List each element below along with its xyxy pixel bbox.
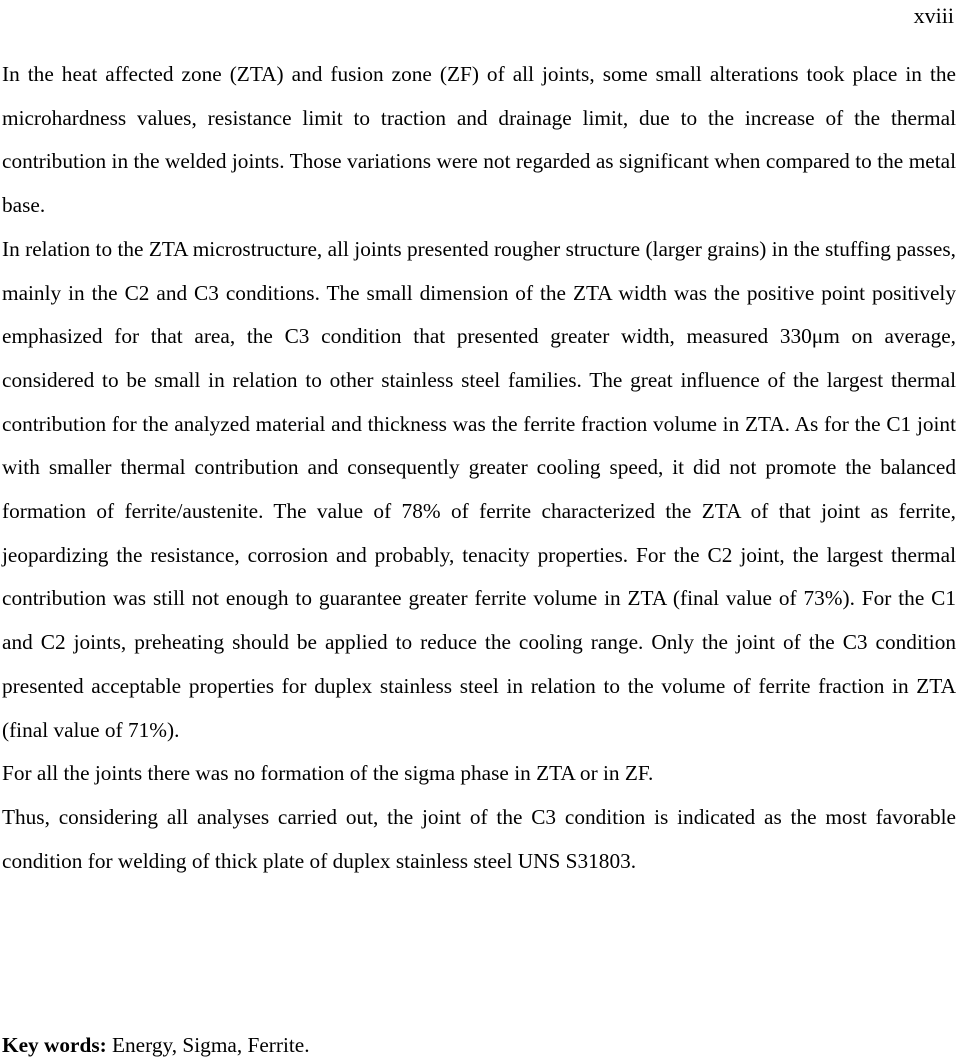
abstract-body xyxy=(2,53,956,883)
paragraph-conclusion: Thus, considering all analyses carried out, the joint of the C3 condition is indicated as the most favorable condition for welding of thick plate of duplex stainless steel UNS S31803. xyxy=(2,804,956,873)
keywords-value: Energy, Sigma, Ferrite. xyxy=(106,1033,310,1057)
paragraph-heat-affected-zone: In the heat affected zone (ZTA) and fusion zone (ZF) of all joints, some small alterations took place in the microhardness values, resistance limit to traction and drainage limit, due to the increase of the thermal contribution in the welded joints. Those variations were not regarded as significant when compared to the metal base. xyxy=(2,62,956,218)
keywords-line xyxy=(2,1030,310,1060)
page-number: xviii xyxy=(913,3,954,28)
paragraph-microstructure: In relation to the ZTA microstructure, all joints presented rougher structure (larger grains) in the stuffing passes, mainly in the C2 and C3 conditions. The small dimension of the ZTA width was the positive point positively emphasized for that area, the C3 condition that presented greater width, measured 330μm on average, considered to be small in relation to other stainless steel families. The great influence of the largest thermal contribution for the analyzed material and thickness was the ferrite fraction volume in ZTA. As for the C1 joint with smaller thermal contribution and consequently greater cooling speed, it did not promote the balanced formation of ferrite/austenite. The value of 78% of ferrite characterized the ZTA of that joint as ferrite, jeopardizing the resistance, corrosion and probably, tenacity properties. For the C2 joint, the largest thermal contribution was still not enough to guarantee greater ferrite volume in ZTA (final value of 73%). For the C1 and C2 joints, preheating should be applied to reduce the cooling range. Only the joint of the C3 condition presented acceptable properties for duplex stainless steel in relation to the volume of ferrite fraction in ZTA (final value of 71%). xyxy=(2,236,956,742)
paragraph-sigma-phase: For all the joints there was no formation of the sigma phase in ZTA or in ZF. xyxy=(2,761,654,786)
keywords-label: Key words: xyxy=(2,1033,107,1057)
